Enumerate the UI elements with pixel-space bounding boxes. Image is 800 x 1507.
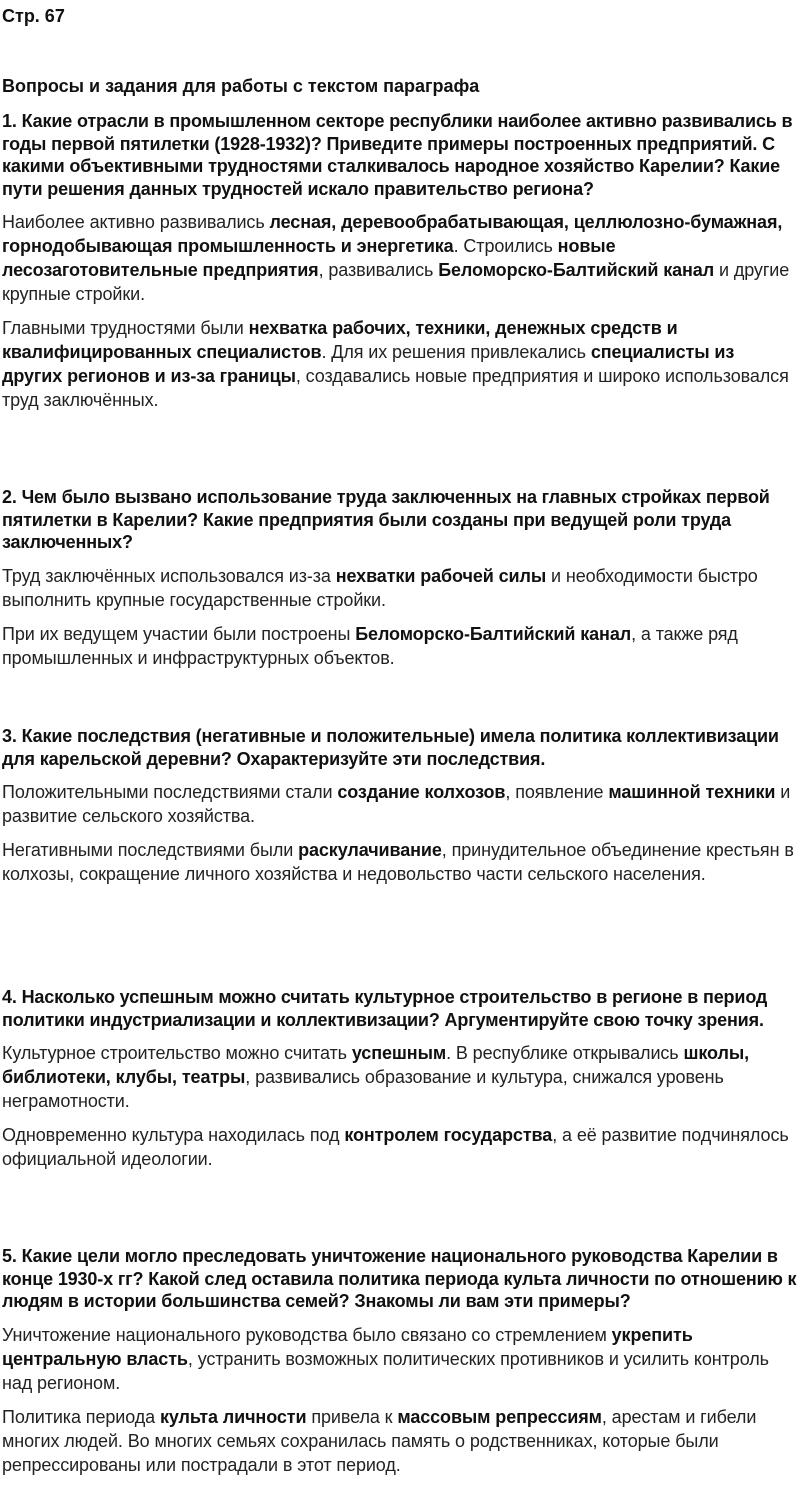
answer-text: Культурное строительство можно считать xyxy=(2,1043,352,1063)
answer-text: . В республике открывались xyxy=(446,1043,684,1063)
answer-paragraph xyxy=(2,622,798,670)
answer-text: Политика периода xyxy=(2,1406,160,1427)
answer-text: , устранить возможных политических противников и усилить контроль над регионом. xyxy=(2,1348,769,1393)
answer-text: , развивались xyxy=(318,260,439,280)
answer-text: , развивались образование и культура, снижался уровень неграмотности. xyxy=(2,1067,724,1111)
answer-paragraph xyxy=(2,1041,798,1113)
answer-paragraph xyxy=(2,1123,798,1171)
answer-text: и другие крупные стройки. xyxy=(2,260,790,304)
question-text: 5. Какие цели могло преследовать уничтожение национального руководства Карелии в конце 1930-х гг? Какой след оставила политика периода культа личности по отношению к людям в истории большинства семей? Знакомы ли вам эти примеры? xyxy=(2,1246,797,1311)
question-block-3 xyxy=(2,725,798,886)
answer-paragraph xyxy=(2,780,798,828)
answer-text: Уничтожение национального руководства было связано со стремлением xyxy=(2,1324,612,1345)
answer-text: , арестам и гибели многих людей. Во многих семьях сохранилась память о родственниках, которые были репрессированы или пострадали в этот период. xyxy=(2,1406,757,1475)
answer-text: При их ведущем участии были построены xyxy=(2,623,356,644)
question-block-1 xyxy=(2,110,798,412)
question-text: 1. Какие отрасли в промышленном секторе республики наиболее активно развивались в годы первой пятилетки (1928-1932)? Приведите примеры построенных предприятий. С какими объективными трудностями сталкивалось народное хозяйство Карелии? Какие пути решения данных трудностей искало правительство региона? xyxy=(2,111,793,199)
answer-emphasis: успешным xyxy=(351,1043,447,1063)
answer-text: , принудительное объединение крестьян в колхозы, сокращение личного хозяйства и недовольство части сельского населения. xyxy=(2,840,794,884)
answer-emphasis: Беломорско-Балтийский канал xyxy=(355,623,632,644)
answer-text: , создавались новые предприятия и широко использовался труд заключённых. xyxy=(2,366,789,410)
answer-text: Положительными последствиями стали xyxy=(2,782,338,802)
answer-emphasis: лесная, деревообрабатывающая, целлюлозно-бумажная, горнодобывающая промышленность и энергетика xyxy=(2,212,783,256)
question-text: 4. Насколько успешным можно считать культурное строительство в регионе в период политики индустриализации и коллективизации? Аргументируйте свою точку зрения. xyxy=(2,987,768,1030)
answer-emphasis: нехватки рабочей силы xyxy=(335,565,547,586)
answer-paragraph xyxy=(2,838,798,886)
answer-text: . Строились xyxy=(453,236,558,256)
answer-emphasis: машинной техники xyxy=(608,782,776,802)
answer-emphasis: укрепить центральную власть xyxy=(2,1324,693,1369)
answer-text: и развитие сельского хозяйства. xyxy=(2,782,791,826)
answer-emphasis: создание колхозов xyxy=(337,782,506,802)
answer-emphasis: нехватка рабочих, техники, денежных средств и квалифицированных специалистов xyxy=(2,318,678,362)
answer-text: Одновременно культура находилась под xyxy=(2,1125,345,1145)
answer-text: Труд заключённых использовался из-за xyxy=(2,565,336,586)
answer-emphasis: культа личности xyxy=(159,1406,307,1427)
answer-paragraph xyxy=(2,1405,798,1477)
answer-emphasis: новые лесозаготовительные предприятия xyxy=(2,236,616,280)
answer-paragraph xyxy=(2,1323,798,1395)
page-number: Стр. 67 xyxy=(2,6,65,26)
answer-emphasis: Беломорско-Балтийский канал xyxy=(438,260,715,280)
question-block-2 xyxy=(2,486,798,670)
answer-paragraph xyxy=(2,316,798,412)
answer-text: Наиболее активно развивались xyxy=(2,212,270,232)
answer-paragraph xyxy=(2,210,798,306)
answer-text: и необходимости быстро выполнить крупные государственные стройки. xyxy=(2,565,758,610)
answer-text: Главными трудностями были xyxy=(2,318,249,338)
answer-emphasis: контролем государства xyxy=(344,1125,553,1145)
answer-emphasis: школы, библиотеки, клубы, театры xyxy=(2,1043,750,1087)
question-block-4 xyxy=(2,986,798,1171)
answer-text: , а её развитие подчинялось официальной идеологии. xyxy=(2,1125,789,1169)
answer-text: , появление xyxy=(505,782,609,802)
question-block-5 xyxy=(2,1245,798,1477)
section-title: Вопросы и задания для работы с текстом параграфа xyxy=(2,76,480,96)
answer-emphasis: массовым репрессиям xyxy=(397,1406,602,1427)
question-text: 3. Какие последствия (негативные и положительные) имела политика коллективизации для карельской деревни? Охарактеризуйте эти последствия. xyxy=(2,726,779,769)
answer-text: . Для их решения привлекались xyxy=(321,342,591,362)
answer-text: , а также ряд промышленных и инфраструктурных объектов. xyxy=(2,623,738,668)
question-text: 2. Чем было вызвано использование труда заключенных на главных стройках первой пятилетки в Карелии? Какие предприятия были созданы при ведущей роли труда заключенных? xyxy=(2,487,770,552)
answer-emphasis: раскулачивание xyxy=(298,840,442,860)
answer-emphasis: специалисты из других регионов и из-за границы xyxy=(2,342,735,386)
answer-text: Негативными последствиями были xyxy=(2,840,299,860)
answer-text: привела к xyxy=(306,1406,398,1427)
answer-paragraph xyxy=(2,564,798,612)
